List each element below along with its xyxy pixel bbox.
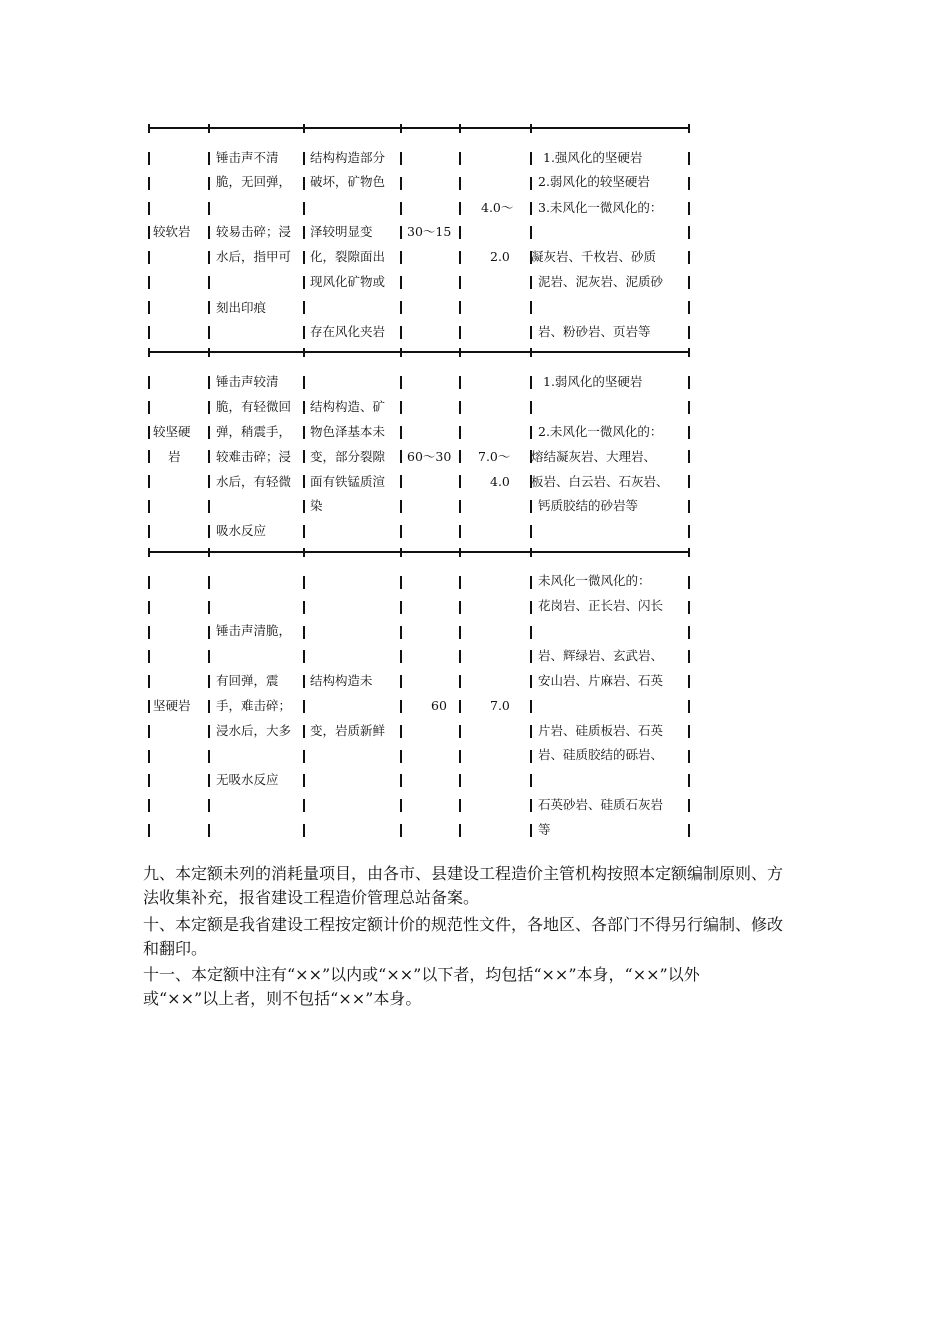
table-column-bar xyxy=(530,276,532,289)
table-column-bar xyxy=(303,700,305,713)
table-column-bar xyxy=(148,475,150,488)
table-column-bar xyxy=(459,725,461,738)
table-column-bar xyxy=(400,650,402,663)
table-cell-examples: 钙质胶结的砂岩等 xyxy=(538,498,639,513)
table-cell-category: 坚硬岩 xyxy=(153,698,191,713)
table-column-bar xyxy=(303,251,305,264)
table-cell-structure: 物色泽基本未 xyxy=(310,424,386,439)
table-cell-value-a: 60 xyxy=(431,698,447,713)
table-cell-structure: 现风化矿物或 xyxy=(310,274,386,289)
paragraph-line: 和翻印。 xyxy=(143,939,208,958)
table-column-bar xyxy=(400,450,402,463)
table-cell-examples: 泥岩、泥灰岩、泥质砂 xyxy=(538,274,664,289)
table-column-bar xyxy=(208,301,210,314)
table-rule-top xyxy=(148,124,690,133)
table-column-bar xyxy=(459,152,461,165)
table-cell-value-b: 7.0～ xyxy=(478,449,511,464)
table-column-bar xyxy=(688,576,690,589)
table-column-bar xyxy=(688,650,690,663)
table-column-bar xyxy=(400,376,402,389)
table-cell-hammer: 水后，指甲可 xyxy=(216,249,292,264)
table-cell-examples: 岩、辉绿岩、玄武岩、 xyxy=(538,648,664,663)
table-cell-hammer: 锤击声较清 xyxy=(216,374,279,389)
table-cell-value-a: 60～30 xyxy=(407,449,452,464)
table-column-bar xyxy=(148,401,150,414)
table-cell-value-b: 4.0 xyxy=(490,474,510,489)
table-column-bar xyxy=(400,152,402,165)
table-column-bar xyxy=(688,450,690,463)
table-column-bar xyxy=(208,799,210,812)
table-column-bar xyxy=(303,152,305,165)
table-column-bar xyxy=(530,601,532,614)
table-cell-examples: 岩、粉砂岩、页岩等 xyxy=(538,324,651,339)
table-cell-hammer: 弹，稍震手， xyxy=(216,424,292,439)
table-column-bar xyxy=(400,177,402,190)
table-cell-hammer: 锤击声不清 xyxy=(216,150,279,165)
table-column-bar xyxy=(459,475,461,488)
table-column-bar xyxy=(530,774,532,787)
table-column-bar xyxy=(688,426,690,439)
table-column-bar xyxy=(459,326,461,339)
table-column-bar xyxy=(303,276,305,289)
table-column-bar xyxy=(400,799,402,812)
table-column-bar xyxy=(530,725,532,738)
table-column-bar xyxy=(688,301,690,314)
table-cell-examples: 1.弱风化的坚硬岩 xyxy=(543,374,643,389)
table-cell-structure: 变，部分裂隙 xyxy=(310,449,386,464)
table-column-bar xyxy=(400,301,402,314)
table-column-bar xyxy=(400,475,402,488)
table-column-bar xyxy=(400,700,402,713)
table-column-bar xyxy=(148,152,150,165)
table-column-bar xyxy=(688,226,690,239)
table-column-bar xyxy=(303,475,305,488)
table-column-bar xyxy=(400,774,402,787)
table-column-bar xyxy=(400,725,402,738)
table-cell-hammer: 吸水反应 xyxy=(216,523,267,538)
table-column-bar xyxy=(303,426,305,439)
table-cell-hammer: 水后，有轻微 xyxy=(216,474,292,489)
table-column-bar xyxy=(303,226,305,239)
table-column-bar xyxy=(688,326,690,339)
table-column-bar xyxy=(303,601,305,614)
table-column-bar xyxy=(530,824,532,837)
table-cell-category: 岩 xyxy=(168,449,181,464)
table-column-bar xyxy=(530,799,532,812)
table-column-bar xyxy=(530,700,532,713)
table-column-bar xyxy=(208,650,210,663)
table-column-bar xyxy=(208,202,210,215)
table-cell-value-b: 2.0 xyxy=(490,249,510,264)
table-cell-value-a: 30～15 xyxy=(407,224,452,239)
table-column-bar xyxy=(208,326,210,339)
table-column-bar xyxy=(208,824,210,837)
table-column-bar xyxy=(303,675,305,688)
table-column-bar xyxy=(400,251,402,264)
table-column-bar xyxy=(688,152,690,165)
table-column-bar xyxy=(688,202,690,215)
table-column-bar xyxy=(148,725,150,738)
table-cell-hammer: 较难击碎；浸 xyxy=(216,449,292,464)
table-column-bar xyxy=(530,576,532,589)
table-column-bar xyxy=(208,401,210,414)
paragraph-item-11 xyxy=(143,963,813,1011)
table-column-bar xyxy=(208,226,210,239)
table-column-bar xyxy=(208,675,210,688)
table-column-bar xyxy=(303,401,305,414)
table-cell-examples: 片岩、硅质板岩、石英 xyxy=(538,723,664,738)
table-column-bar xyxy=(400,276,402,289)
table-column-bar xyxy=(459,750,461,763)
table-column-bar xyxy=(148,177,150,190)
table-cell-examples: 石英砂岩、硅质石灰岩 xyxy=(538,797,664,812)
paragraph-item-9 xyxy=(143,862,813,910)
table-cell-examples: 岩、硅质胶结的砾岩、 xyxy=(538,747,664,762)
table-column-bar xyxy=(530,152,532,165)
table-cell-examples: 凝灰岩、千枚岩、砂质 xyxy=(531,249,657,264)
table-column-bar xyxy=(148,376,150,389)
table-column-bar xyxy=(400,401,402,414)
table-column-bar xyxy=(400,576,402,589)
table-column-bar xyxy=(400,226,402,239)
table-column-bar xyxy=(400,601,402,614)
table-column-bar xyxy=(688,475,690,488)
table-column-bar xyxy=(208,750,210,763)
table-column-bar xyxy=(459,576,461,589)
table-column-bar xyxy=(208,700,210,713)
table-column-bar xyxy=(148,750,150,763)
table-column-bar xyxy=(303,774,305,787)
table-column-bar xyxy=(303,750,305,763)
table-column-bar xyxy=(400,426,402,439)
table-column-bar xyxy=(208,450,210,463)
table-column-bar xyxy=(148,276,150,289)
table-column-bar xyxy=(459,426,461,439)
table-column-bar xyxy=(148,601,150,614)
table-column-bar xyxy=(303,650,305,663)
table-cell-examples: 熔结凝灰岩、大理岩、 xyxy=(531,449,657,464)
table-column-bar xyxy=(208,626,210,639)
table-cell-examples: 安山岩、片麻岩、石英 xyxy=(538,673,664,688)
table-column-bar xyxy=(208,500,210,513)
table-column-bar xyxy=(459,824,461,837)
table-column-bar xyxy=(459,301,461,314)
table-cell-structure: 结构构造、矿 xyxy=(310,399,386,414)
table-column-bar xyxy=(148,326,150,339)
table-column-bar xyxy=(148,251,150,264)
table-column-bar xyxy=(400,675,402,688)
table-column-bar xyxy=(208,475,210,488)
table-column-bar xyxy=(688,700,690,713)
table-cell-hammer: 手，难击碎； xyxy=(216,698,292,713)
table-column-bar xyxy=(688,401,690,414)
table-cell-structure: 变，岩质新鲜 xyxy=(310,723,386,738)
table-column-bar xyxy=(459,774,461,787)
table-cell-category: 较软岩 xyxy=(153,224,191,239)
table-cell-hammer: 锤击声清脆， xyxy=(216,623,292,638)
table-cell-examples: 未风化一微风化的： xyxy=(538,573,651,588)
table-column-bar xyxy=(688,500,690,513)
table-column-bar xyxy=(688,601,690,614)
table-column-bar xyxy=(208,525,210,538)
table-column-bar xyxy=(688,626,690,639)
table-column-bar xyxy=(303,525,305,538)
table-column-bar xyxy=(530,326,532,339)
table-column-bar xyxy=(688,276,690,289)
table-cell-examples: 板岩、白云岩、石灰岩、 xyxy=(531,474,669,489)
table-column-bar xyxy=(688,675,690,688)
table-column-bar xyxy=(303,202,305,215)
table-column-bar xyxy=(459,601,461,614)
table-column-bar xyxy=(459,675,461,688)
table-column-bar xyxy=(303,799,305,812)
table-column-bar xyxy=(400,202,402,215)
table-rule-row-divider xyxy=(148,548,690,557)
table-column-bar xyxy=(400,500,402,513)
table-column-bar xyxy=(459,525,461,538)
table-column-bar xyxy=(303,824,305,837)
table-cell-structure: 泽较明显变 xyxy=(310,224,373,239)
table-column-bar xyxy=(459,700,461,713)
table-column-bar xyxy=(459,276,461,289)
table-column-bar xyxy=(208,276,210,289)
table-cell-examples: 2.未风化一微风化的： xyxy=(538,424,663,439)
table-column-bar xyxy=(530,177,532,190)
table-cell-examples: 2.弱风化的较坚硬岩 xyxy=(538,174,650,189)
table-column-bar xyxy=(303,177,305,190)
table-column-bar xyxy=(459,401,461,414)
table-column-bar xyxy=(148,626,150,639)
table-column-bar xyxy=(459,799,461,812)
table-column-bar xyxy=(459,202,461,215)
table-column-bar xyxy=(303,450,305,463)
table-cell-structure: 破坏，矿物色 xyxy=(310,174,386,189)
table-column-bar xyxy=(530,401,532,414)
table-column-bar xyxy=(208,576,210,589)
paragraph-line: 十一、本定额中注有“××”以内或“××”以下者，均包括“××”本身，“××”以外 xyxy=(143,965,700,984)
table-column-bar xyxy=(148,500,150,513)
table-column-bar xyxy=(530,226,532,239)
paragraph-item-10 xyxy=(143,913,813,961)
table-column-bar xyxy=(459,177,461,190)
table-column-bar xyxy=(400,750,402,763)
table-column-bar xyxy=(400,525,402,538)
table-cell-structure: 存在风化夹岩 xyxy=(310,324,386,339)
table-column-bar xyxy=(530,426,532,439)
table-column-bar xyxy=(303,725,305,738)
table-column-bar xyxy=(208,725,210,738)
table-column-bar xyxy=(400,824,402,837)
table-column-bar xyxy=(530,376,532,389)
table-rule-row-divider xyxy=(148,348,690,357)
table-cell-hammer: 浸水后，大多 xyxy=(216,723,292,738)
table-cell-hammer: 脆，无回弹， xyxy=(216,174,292,189)
table-cell-hammer: 刻出印痕 xyxy=(216,300,267,315)
table-column-bar xyxy=(303,626,305,639)
table-column-bar xyxy=(208,177,210,190)
table-column-bar xyxy=(459,500,461,513)
table-column-bar xyxy=(303,326,305,339)
table-column-bar xyxy=(148,226,150,239)
table-cell-structure: 结构构造部分 xyxy=(310,150,386,165)
table-column-bar xyxy=(459,626,461,639)
table-column-bar xyxy=(530,750,532,763)
table-column-bar xyxy=(148,301,150,314)
table-column-bar xyxy=(459,650,461,663)
table-column-bar xyxy=(530,525,532,538)
table-column-bar xyxy=(688,376,690,389)
table-column-bar xyxy=(148,450,150,463)
table-column-bar xyxy=(148,774,150,787)
table-column-bar xyxy=(148,824,150,837)
table-column-bar xyxy=(688,799,690,812)
table-column-bar xyxy=(400,326,402,339)
table-cell-category: 较坚硬 xyxy=(153,424,191,439)
table-cell-value-b: 4.0～ xyxy=(481,200,514,215)
table-column-bar xyxy=(459,450,461,463)
table-cell-structure: 面有铁锰质渲 xyxy=(310,474,386,489)
table-column-bar xyxy=(208,426,210,439)
table-column-bar xyxy=(303,376,305,389)
table-cell-hammer: 无吸水反应 xyxy=(216,772,279,787)
table-column-bar xyxy=(148,525,150,538)
table-column-bar xyxy=(459,226,461,239)
table-column-bar xyxy=(688,725,690,738)
table-cell-structure: 结构构造未 xyxy=(310,673,373,688)
table-column-bar xyxy=(530,301,532,314)
table-cell-hammer: 较易击碎；浸 xyxy=(216,224,292,239)
table-column-bar xyxy=(208,774,210,787)
table-column-bar xyxy=(148,650,150,663)
table-column-bar xyxy=(459,251,461,264)
table-cell-value-b: 7.0 xyxy=(490,698,510,713)
paragraph-line: 或“××”以上者，则不包括“××”本身。 xyxy=(143,989,422,1008)
table-column-bar xyxy=(530,626,532,639)
table-cell-examples: 3.未风化一微风化的： xyxy=(538,200,663,215)
table-column-bar xyxy=(208,152,210,165)
table-column-bar xyxy=(688,525,690,538)
table-cell-examples: 等 xyxy=(538,822,551,837)
table-column-bar xyxy=(530,202,532,215)
table-cell-hammer: 有回弹，震 xyxy=(216,673,279,688)
table-cell-examples: 花岗岩、正长岩、闪长 xyxy=(538,598,664,613)
table-column-bar xyxy=(688,177,690,190)
table-column-bar xyxy=(303,301,305,314)
table-column-bar xyxy=(688,774,690,787)
table-column-bar xyxy=(688,750,690,763)
paragraph-line: 法收集补充，报省建设工程造价管理总站备案。 xyxy=(143,888,480,907)
table-column-bar xyxy=(688,824,690,837)
table-column-bar xyxy=(530,650,532,663)
table-cell-structure: 染 xyxy=(310,498,323,513)
table-column-bar xyxy=(148,799,150,812)
paragraph-line: 十、本定额是我省建设工程按定额计价的规范性文件，各地区、各部门不得另行编制、修改 xyxy=(143,915,784,934)
paragraph-line: 九、本定额未列的消耗量项目，由各市、县建设工程造价主管机构按照本定额编制原则、方 xyxy=(143,864,784,883)
table-column-bar xyxy=(148,576,150,589)
table-column-bar xyxy=(688,251,690,264)
table-column-bar xyxy=(148,700,150,713)
table-column-bar xyxy=(148,426,150,439)
table-column-bar xyxy=(303,576,305,589)
table-cell-hammer: 脆，有轻微回 xyxy=(216,399,292,414)
table-column-bar xyxy=(148,202,150,215)
table-cell-examples: 1.强风化的坚硬岩 xyxy=(543,150,643,165)
table-cell-structure: 化，裂隙面出 xyxy=(310,249,386,264)
table-column-bar xyxy=(208,601,210,614)
table-column-bar xyxy=(303,500,305,513)
table-column-bar xyxy=(530,500,532,513)
table-column-bar xyxy=(530,675,532,688)
table-column-bar xyxy=(208,251,210,264)
table-column-bar xyxy=(208,376,210,389)
table-column-bar xyxy=(148,675,150,688)
table-column-bar xyxy=(459,376,461,389)
table-column-bar xyxy=(400,626,402,639)
